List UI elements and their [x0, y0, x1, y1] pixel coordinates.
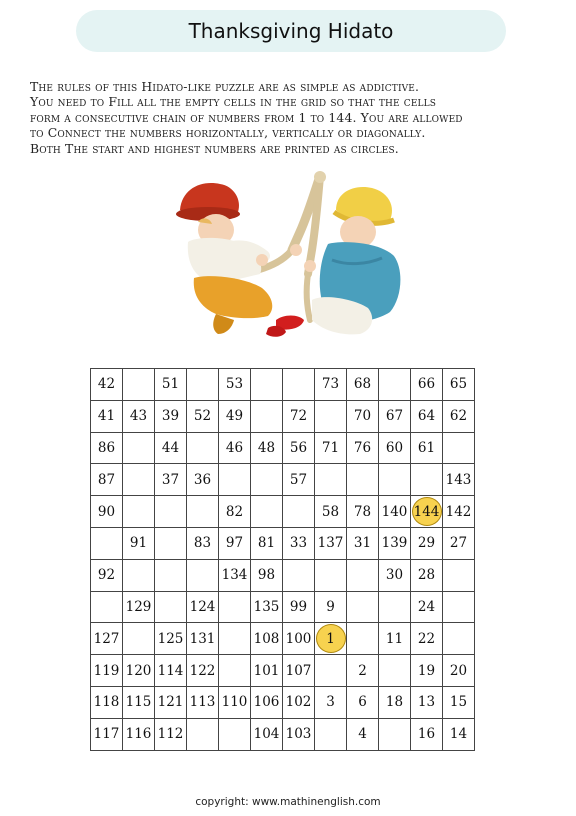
empty-cell[interactable] [155, 527, 187, 559]
given-number-cell[interactable]: 117 [91, 718, 123, 750]
given-number-cell[interactable]: 16 [411, 718, 443, 750]
empty-cell[interactable] [379, 655, 411, 687]
given-number-cell[interactable]: 4 [347, 718, 379, 750]
given-number-cell[interactable]: 118 [91, 686, 123, 718]
empty-cell[interactable] [187, 432, 219, 464]
given-number-cell[interactable]: 37 [155, 464, 187, 496]
given-number-cell[interactable]: 56 [283, 432, 315, 464]
given-number-cell[interactable]: 53 [219, 369, 251, 401]
empty-cell[interactable] [123, 369, 155, 401]
given-number-cell[interactable]: 67 [379, 400, 411, 432]
empty-cell[interactable] [315, 655, 347, 687]
given-number-cell[interactable]: 119 [91, 655, 123, 687]
rules-text [30, 79, 560, 156]
given-number-cell[interactable]: 135 [251, 591, 283, 623]
empty-cell[interactable] [283, 369, 315, 401]
given-number-cell[interactable]: 82 [219, 496, 251, 528]
empty-cell[interactable] [187, 369, 219, 401]
empty-cell[interactable] [123, 464, 155, 496]
grid-row [91, 464, 475, 496]
given-number-cell[interactable]: 140 [379, 496, 411, 528]
empty-cell[interactable] [347, 623, 379, 655]
given-number-cell[interactable]: 49 [219, 400, 251, 432]
given-number-cell[interactable]: 18 [379, 686, 411, 718]
given-number-cell[interactable]: 91 [123, 527, 155, 559]
empty-cell[interactable] [123, 559, 155, 591]
empty-cell[interactable] [155, 559, 187, 591]
given-number-cell[interactable]: 137 [315, 527, 347, 559]
grid-row [91, 432, 475, 464]
given-number-cell[interactable]: 14 [443, 718, 475, 750]
given-number-cell[interactable]: 106 [251, 686, 283, 718]
empty-cell[interactable] [251, 400, 283, 432]
empty-cell[interactable] [91, 527, 123, 559]
grid-row [91, 496, 475, 528]
circled-number: 1 [316, 624, 346, 653]
given-number-cell[interactable]: 42 [91, 369, 123, 401]
title-banner [76, 10, 506, 52]
circled-number-cell[interactable] [411, 496, 443, 528]
given-number-cell[interactable]: 131 [187, 623, 219, 655]
given-number-cell[interactable]: 51 [155, 369, 187, 401]
given-number-cell[interactable]: 62 [443, 400, 475, 432]
empty-cell[interactable] [251, 369, 283, 401]
given-number-cell[interactable]: 121 [155, 686, 187, 718]
given-number-cell[interactable]: 41 [91, 400, 123, 432]
grid-row [91, 369, 475, 401]
given-number-cell[interactable]: 83 [187, 527, 219, 559]
given-number-cell[interactable]: 46 [219, 432, 251, 464]
given-number-cell[interactable]: 107 [283, 655, 315, 687]
empty-cell[interactable] [411, 464, 443, 496]
given-number-cell[interactable]: 43 [123, 400, 155, 432]
given-number-cell[interactable]: 73 [315, 369, 347, 401]
given-number-cell[interactable]: 61 [411, 432, 443, 464]
given-number-cell[interactable]: 3 [315, 686, 347, 718]
given-number-cell[interactable]: 99 [283, 591, 315, 623]
rules-line: Both The start and highest numbers are printed as circles. [30, 140, 399, 156]
given-number-cell[interactable]: 28 [411, 559, 443, 591]
given-number-cell[interactable]: 76 [347, 432, 379, 464]
given-number-cell[interactable]: 20 [443, 655, 475, 687]
empty-cell[interactable] [123, 432, 155, 464]
given-number-cell[interactable]: 134 [219, 559, 251, 591]
copyright-text: copyright: www.mathinenglish.com [195, 796, 381, 808]
empty-cell[interactable] [219, 464, 251, 496]
given-number-cell[interactable]: 110 [219, 686, 251, 718]
empty-cell[interactable] [315, 559, 347, 591]
given-number-cell[interactable]: 15 [443, 686, 475, 718]
given-number-cell[interactable]: 58 [315, 496, 347, 528]
empty-cell[interactable] [347, 559, 379, 591]
empty-cell[interactable] [379, 464, 411, 496]
empty-cell[interactable] [379, 369, 411, 401]
given-number-cell[interactable]: 139 [379, 527, 411, 559]
empty-cell[interactable] [155, 496, 187, 528]
empty-cell[interactable] [443, 432, 475, 464]
circled-number: 144 [412, 497, 442, 526]
given-number-cell[interactable]: 29 [411, 527, 443, 559]
given-number-cell[interactable]: 44 [155, 432, 187, 464]
given-number-cell[interactable]: 6 [347, 686, 379, 718]
empty-cell[interactable] [219, 623, 251, 655]
given-number-cell[interactable]: 22 [411, 623, 443, 655]
given-number-cell[interactable]: 143 [443, 464, 475, 496]
given-number-cell[interactable]: 70 [347, 400, 379, 432]
given-number-cell[interactable]: 102 [283, 686, 315, 718]
given-number-cell[interactable]: 24 [411, 591, 443, 623]
given-number-cell[interactable]: 90 [91, 496, 123, 528]
given-number-cell[interactable]: 2 [347, 655, 379, 687]
given-number-cell[interactable]: 122 [187, 655, 219, 687]
empty-cell[interactable] [91, 591, 123, 623]
empty-cell[interactable] [347, 591, 379, 623]
empty-cell[interactable] [123, 623, 155, 655]
page-title: Thanksgiving Hidato [188, 19, 394, 43]
given-number-cell[interactable]: 72 [283, 400, 315, 432]
given-number-cell[interactable]: 68 [347, 369, 379, 401]
empty-cell[interactable] [347, 464, 379, 496]
given-number-cell[interactable]: 125 [155, 623, 187, 655]
empty-cell[interactable] [123, 496, 155, 528]
grid-row [91, 655, 475, 687]
grid-row [91, 591, 475, 623]
empty-cell[interactable] [219, 718, 251, 750]
circled-number-cell[interactable] [315, 623, 347, 655]
given-number-cell[interactable]: 127 [91, 623, 123, 655]
empty-cell[interactable] [443, 623, 475, 655]
given-number-cell[interactable]: 57 [283, 464, 315, 496]
given-number-cell[interactable]: 104 [251, 718, 283, 750]
given-number-cell[interactable]: 27 [443, 527, 475, 559]
given-number-cell[interactable]: 120 [123, 655, 155, 687]
empty-cell[interactable] [251, 464, 283, 496]
grid-row [91, 623, 475, 655]
empty-cell[interactable] [155, 591, 187, 623]
empty-cell[interactable] [283, 559, 315, 591]
given-number-cell[interactable]: 33 [283, 527, 315, 559]
given-number-cell[interactable]: 108 [251, 623, 283, 655]
given-number-cell[interactable]: 98 [251, 559, 283, 591]
given-number-cell[interactable]: 48 [251, 432, 283, 464]
given-number-cell[interactable]: 81 [251, 527, 283, 559]
given-number-cell[interactable]: 11 [379, 623, 411, 655]
given-number-cell[interactable]: 113 [187, 686, 219, 718]
given-number-cell[interactable]: 92 [91, 559, 123, 591]
empty-cell[interactable] [443, 591, 475, 623]
given-number-cell[interactable]: 78 [347, 496, 379, 528]
given-number-cell[interactable]: 97 [219, 527, 251, 559]
given-number-cell[interactable]: 30 [379, 559, 411, 591]
given-number-cell[interactable]: 71 [315, 432, 347, 464]
rules-line: form a consecutive chain of numbers from 1 to 144. You are allowed [30, 109, 463, 125]
empty-cell[interactable] [315, 400, 347, 432]
given-number-cell[interactable]: 31 [347, 527, 379, 559]
empty-cell[interactable] [315, 464, 347, 496]
given-number-cell[interactable]: 115 [123, 686, 155, 718]
rules-line: to Connect the numbers horizontally, vertically or diagonally. [30, 125, 426, 141]
hidato-grid [90, 368, 475, 751]
given-number-cell[interactable]: 129 [123, 591, 155, 623]
given-number-cell[interactable]: 66 [411, 369, 443, 401]
rules-line: The rules of this Hidato-like puzzle are as simple as addictive. [30, 79, 420, 94]
given-number-cell[interactable]: 101 [251, 655, 283, 687]
given-number-cell[interactable]: 36 [187, 464, 219, 496]
grid-row [91, 686, 475, 718]
grid-row [91, 527, 475, 559]
empty-cell[interactable] [379, 718, 411, 750]
given-number-cell[interactable]: 52 [187, 400, 219, 432]
empty-cell[interactable] [251, 496, 283, 528]
children-pulling-wishbone-icon [172, 170, 404, 348]
empty-cell[interactable] [379, 591, 411, 623]
given-number-cell[interactable]: 112 [155, 718, 187, 750]
given-number-cell[interactable]: 86 [91, 432, 123, 464]
given-number-cell[interactable]: 124 [187, 591, 219, 623]
given-number-cell[interactable]: 103 [283, 718, 315, 750]
empty-cell[interactable] [443, 559, 475, 591]
empty-cell[interactable] [219, 591, 251, 623]
given-number-cell[interactable]: 114 [155, 655, 187, 687]
given-number-cell[interactable]: 142 [443, 496, 475, 528]
given-number-cell[interactable]: 65 [443, 369, 475, 401]
given-number-cell[interactable]: 19 [411, 655, 443, 687]
given-number-cell[interactable]: 100 [283, 623, 315, 655]
empty-cell[interactable] [187, 496, 219, 528]
grid-row [91, 400, 475, 432]
given-number-cell[interactable]: 9 [315, 591, 347, 623]
rules-line: You need to Fill all the empty cells in the grid so that the cells [30, 94, 437, 110]
grid-row [91, 718, 475, 750]
given-number-cell[interactable]: 39 [155, 400, 187, 432]
given-number-cell[interactable]: 116 [123, 718, 155, 750]
given-number-cell[interactable]: 87 [91, 464, 123, 496]
given-number-cell[interactable]: 60 [379, 432, 411, 464]
empty-cell[interactable] [315, 718, 347, 750]
empty-cell[interactable] [283, 496, 315, 528]
empty-cell[interactable] [187, 718, 219, 750]
given-number-cell[interactable]: 13 [411, 686, 443, 718]
grid-row [91, 559, 475, 591]
given-number-cell[interactable]: 64 [411, 400, 443, 432]
empty-cell[interactable] [187, 559, 219, 591]
empty-cell[interactable] [219, 655, 251, 687]
